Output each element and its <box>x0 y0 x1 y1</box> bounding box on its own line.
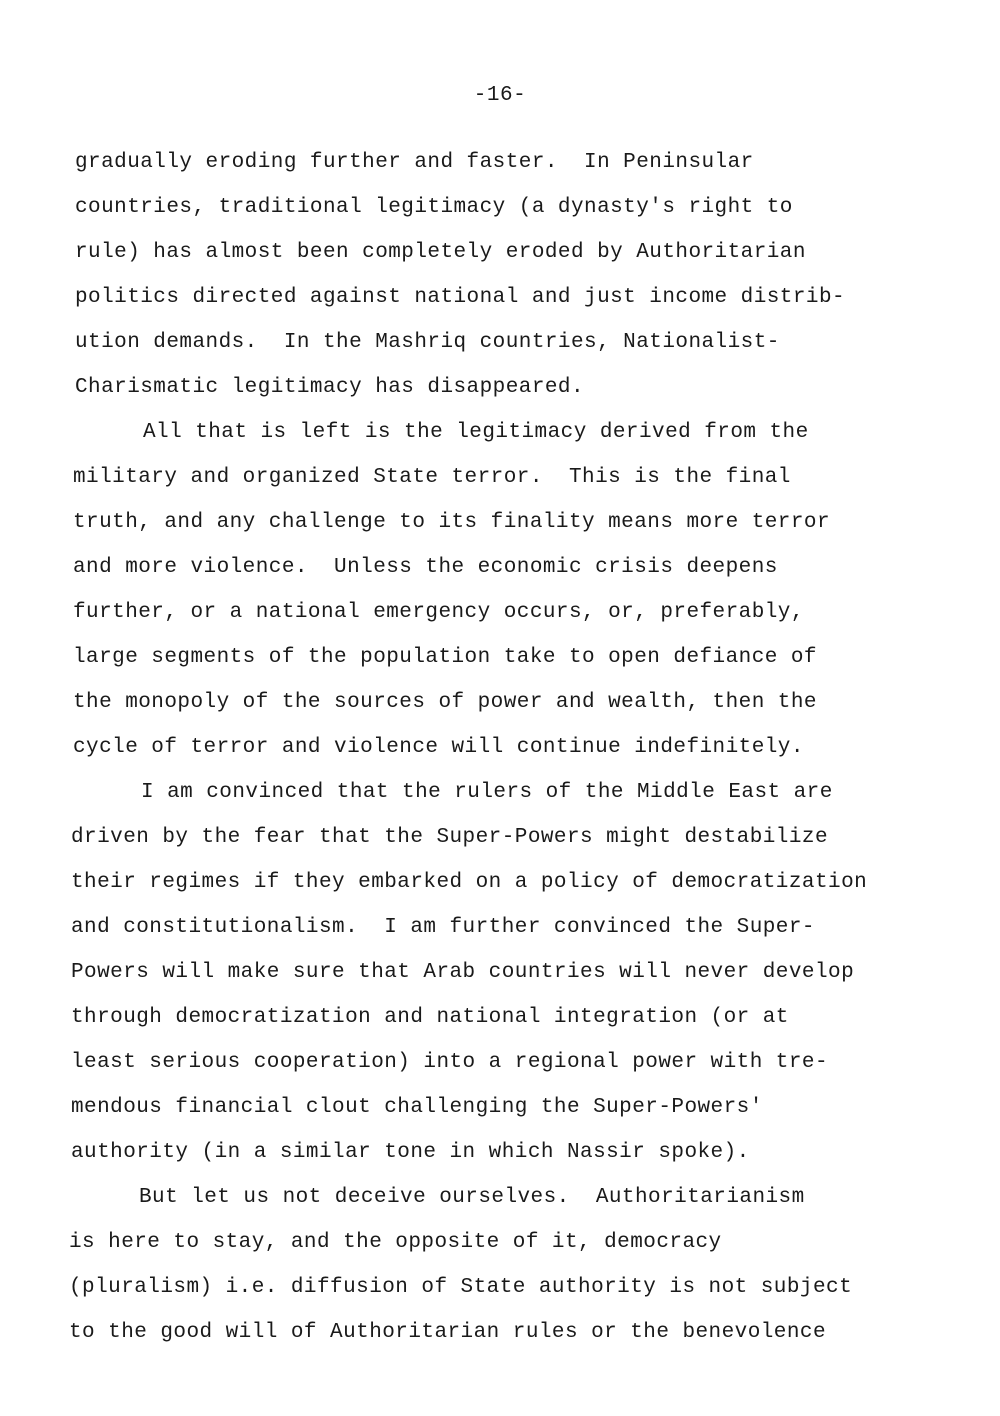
text-line-20: through democratization and national integration (or at <box>71 1006 789 1029</box>
text-line-26: (pluralism) i.e. diffusion of State authority is not subject <box>69 1276 853 1299</box>
text-line-6: Charismatic legitimacy has disappeared. <box>75 376 585 399</box>
text-line-16: driven by the fear that the Super-Powers might destabilize <box>71 826 829 849</box>
text-line-19: Powers will make sure that Arab countries will never develop <box>71 961 855 984</box>
text-line-8: military and organized State terror. This is the final <box>73 466 791 489</box>
text-line-11: further, or a national emergency occurs, or, preferably, <box>73 601 804 624</box>
text-line-3: rule) has almost been completely eroded by Authoritarian <box>75 241 806 264</box>
text-line-4: politics directed against national and just income distrib- <box>75 286 846 309</box>
text-line-27: to the good will of Authoritarian rules or the benevolence <box>69 1321 827 1344</box>
page-number: -16- <box>473 84 527 107</box>
text-line-15: I am convinced that the rulers of the Middle East are <box>141 781 833 804</box>
text-line-17: their regimes if they embarked on a policy of democratization <box>71 871 868 894</box>
text-line-24: But let us not deceive ourselves. Authoritarianism <box>139 1186 805 1209</box>
text-line-12: large segments of the population take to open defiance of <box>73 646 817 669</box>
text-line-7: All that is left is the legitimacy derived from the <box>143 421 809 444</box>
text-line-18: and constitutionalism. I am further convinced the Super- <box>71 916 815 939</box>
text-line-1: gradually eroding further and faster. In Peninsular <box>75 151 754 174</box>
text-line-10: and more violence. Unless the economic crisis deepens <box>73 556 778 579</box>
text-line-14: cycle of terror and violence will continue indefinitely. <box>73 736 804 759</box>
text-line-22: mendous financial clout challenging the Super-Powers' <box>71 1096 763 1119</box>
text-line-21: least serious cooperation) into a regional power with tre- <box>71 1051 829 1074</box>
text-line-13: the monopoly of the sources of power and wealth, then the <box>73 691 817 714</box>
text-line-9: truth, and any challenge to its finality means more terror <box>73 511 831 534</box>
text-line-5: ution demands. In the Mashriq countries, Nationalist- <box>75 331 780 354</box>
text-line-25: is here to stay, and the opposite of it, democracy <box>69 1231 722 1254</box>
text-line-23: authority (in a similar tone in which Nassir spoke). <box>71 1141 750 1164</box>
text-line-2: countries, traditional legitimacy (a dynasty's right to <box>75 196 793 219</box>
